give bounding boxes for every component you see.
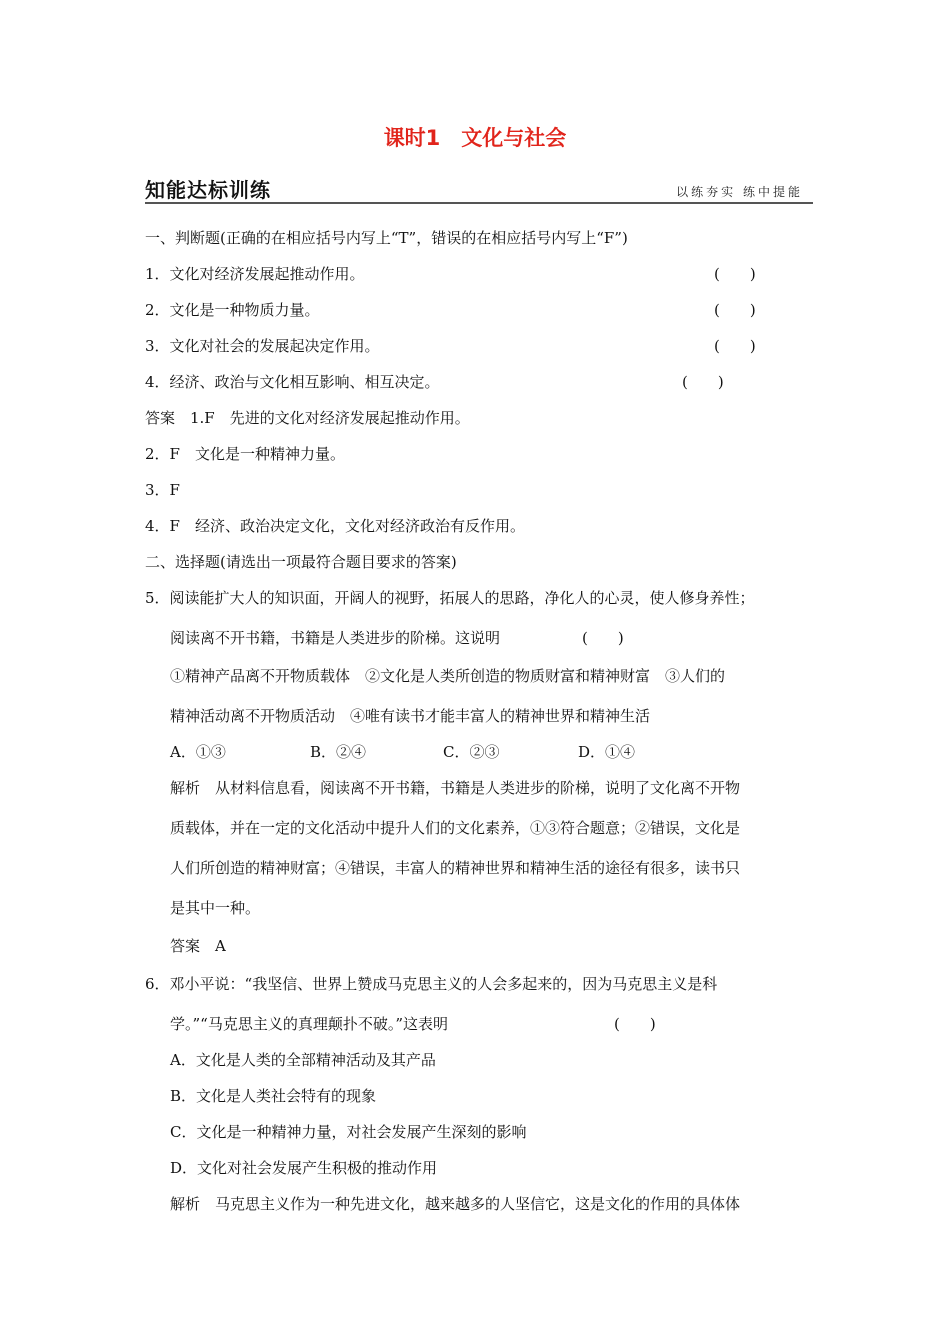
section-slogan: 以练夯实 练中提能 — [676, 185, 803, 199]
question-2: 2．文化是一种物质力量。 — [145, 301, 320, 319]
analysis-6-line-1: 解析 马克思主义作为一种先进文化，越来越多的人坚信它，这是文化的作用的具体体 — [170, 1195, 741, 1213]
question-3: 3．文化对社会的发展起决定作用。 — [145, 337, 380, 355]
answer-bracket-5: ( ) — [582, 629, 624, 647]
question-6-line-2: 学。”“马克思主义的真理颠扑不破。”这表明 — [170, 1015, 449, 1033]
question-5-line-1: 5．阅读能扩大人的知识面，开阔人的视野，拓展人的思路，净化人的心灵，使人修身养性； — [145, 589, 755, 607]
analysis-5-line-4: 是其中一种。 — [170, 899, 261, 917]
answer-bracket-3: ( ) — [714, 337, 756, 355]
question-5-line-2: 阅读离不开书籍，书籍是人类进步的阶梯。这说明 — [170, 629, 501, 647]
answer-4: 4．F 经济、政治决定文化，文化对经济政治有反作用。 — [145, 517, 525, 535]
answer-bracket-1: ( ) — [714, 265, 756, 283]
answer-1: 答案 1.F 先进的文化对经济发展起推动作用。 — [145, 409, 470, 427]
section-heading: 知能达标训练 — [145, 178, 271, 202]
question-6-line-1: 6．邓小平说：“我坚信、世界上赞成马克思主义的人会多起来的，因为马克思主义是科 — [145, 975, 718, 993]
question-1: 1．文化对经济发展起推动作用。 — [145, 265, 365, 283]
choice-c-5: C．②③ — [443, 743, 500, 761]
analysis-5-line-3: 人们所创造的精神财富；④错误，丰富人的精神世界和精神生活的途径有很多，读书只 — [170, 859, 741, 877]
choice-c-6: C．文化是一种精神力量，对社会发展产生深刻的影响 — [170, 1123, 527, 1141]
section-rule — [145, 202, 813, 204]
question-5-options-line-2: 精神活动离不开物质活动 ④唯有读书才能丰富人的精神世界和精神生活 — [170, 707, 651, 725]
choice-b-5: B．②④ — [310, 743, 367, 761]
choice-b-6: B．文化是人类社会特有的现象 — [170, 1087, 377, 1105]
page-title: 课时1 文化与社会 — [383, 126, 567, 150]
analysis-5-line-1: 解析 从材料信息看，阅读离不开书籍，书籍是人类进步的阶梯，说明了文化离不开物 — [170, 779, 741, 797]
answer-2: 2．F 文化是一种精神力量。 — [145, 445, 345, 463]
choice-d-5: D．①④ — [578, 743, 636, 761]
choice-a-5: A．①③ — [170, 743, 226, 761]
judge-section-heading: 一、判断题(正确的在相应括号内写上“T”，错误的在相应括号内写上“F”) — [145, 229, 628, 247]
answer-bracket-4: ( ) — [682, 373, 724, 391]
question-4: 4．经济、政治与文化相互影响、相互决定。 — [145, 373, 440, 391]
answer-5: 答案 A — [170, 937, 226, 955]
section-header — [145, 174, 813, 204]
choice-section-heading: 二、选择题(请选出一项最符合题目要求的答案) — [145, 553, 457, 571]
analysis-5-line-2: 质载体，并在一定的文化活动中提升人们的文化素养，①③符合题意；②错误，文化是 — [170, 819, 741, 837]
question-5-options-line-1: ①精神产品离不开物质载体 ②文化是人类所创造的物质财富和精神财富 ③人们的 — [170, 667, 726, 685]
answer-bracket-2: ( ) — [714, 301, 756, 319]
answer-3: 3．F — [145, 481, 180, 499]
answer-bracket-6: ( ) — [614, 1015, 656, 1033]
choice-d-6: D．文化对社会发展产生积极的推动作用 — [170, 1159, 438, 1177]
choice-a-6: A．文化是人类的全部精神活动及其产品 — [170, 1051, 436, 1069]
